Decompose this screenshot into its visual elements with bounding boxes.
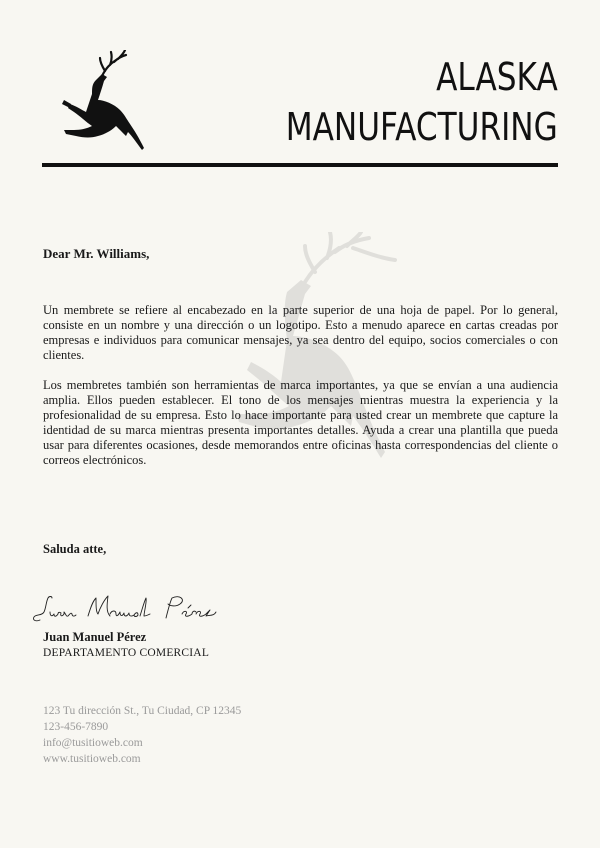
letter-closing: Saluda atte, xyxy=(43,542,107,556)
contact-email[interactable]: info@tusitioweb.com xyxy=(43,737,143,749)
contact-address: 123 Tu dirección St., Tu Ciudad, CP 12345 xyxy=(43,705,242,717)
handwritten-signature xyxy=(30,590,230,628)
letter-body xyxy=(43,303,558,483)
company-name-line2: MANUFACTURING xyxy=(285,105,558,149)
contact-phone[interactable]: 123-456-7890 xyxy=(43,721,109,733)
company-name xyxy=(286,52,558,152)
contact-website[interactable]: www.tusitioweb.com xyxy=(43,753,141,765)
signer-department: DEPARTAMENTO COMERCIAL xyxy=(43,647,210,659)
header-divider xyxy=(42,163,558,167)
company-name-line1: ALASKA xyxy=(436,55,558,99)
letter-paragraph: Los membretes también son herramientas de marca importantes, ya que se envían a una audiencia amplia. Ellos pueden establecer. El tono de los mensajes mientras muestra la experiencia y la profesionalidad de su empresa. Esto lo hace importante para usted crear un membrete que capture la identidad de su marca mientras presenta importantes detalles. Ayuda a crear una plantilla que pueda usar para diferentes ocasiones, desde memorandos entre oficinas hasta correspondencias del cliente o correos electrónicos. xyxy=(43,378,558,467)
letter-salutation: Dear Mr. Williams, xyxy=(43,246,150,261)
contact-info xyxy=(43,703,241,767)
letter-paragraph: Un membrete se refiere al encabezado en la parte superior de una hoja de papel. Por lo general, consiste en un nombre y una dirección o un logotipo. Esto a menudo aparece en cartas creadas por empresas e individuos para comunicar mensajes, ya sea dentro del equipo, socios comerciales o con clientes. xyxy=(43,303,558,362)
signer-name: Juan Manuel Pérez xyxy=(43,630,147,644)
leaping-deer-icon xyxy=(58,50,150,162)
